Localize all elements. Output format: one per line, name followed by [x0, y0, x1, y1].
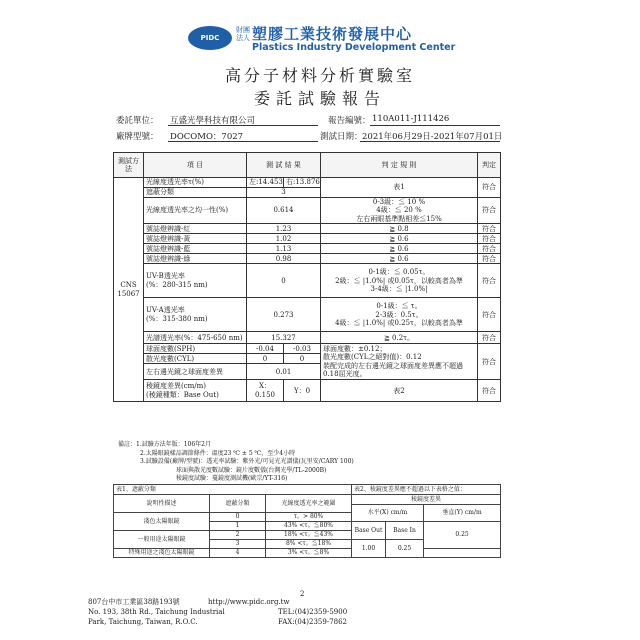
page-number: 2 [300, 590, 305, 598]
verdict-cell: 符合 [478, 244, 501, 254]
vertical-value: 0.25 [424, 522, 501, 549]
note-line: 3.試驗設備(廠牌/型號)：透光率試驗：紫外光/可見光光譜儀(瓦里安/CARY 100) [140, 458, 354, 465]
rule-cell [321, 198, 478, 224]
note-line: 備註：1.試驗方法年版：106年2月 [118, 441, 211, 448]
result-cell: 0.273 [247, 298, 321, 332]
table-row-item: 光線度透光率τ(%) [144, 178, 247, 188]
footer [88, 597, 347, 627]
rule-line: 左右兩眼基準點相差≦15% [356, 214, 442, 223]
table-row-item: 散光度數(CYL) [144, 354, 247, 364]
client-label: 委託單位： [116, 116, 159, 126]
table-row-item [144, 380, 247, 402]
classification-table [113, 484, 501, 558]
result-right: -0.03 [284, 344, 321, 354]
range-value: 3% <τ。≦8% [266, 549, 352, 558]
result-cell: 1.23 [247, 224, 321, 234]
rule-line: 球面度數：±0.12； [323, 344, 387, 353]
client-value: 互盛光學科技有限公司 [170, 116, 256, 126]
rule-cell: ≧ 0.6 [321, 244, 478, 254]
result-cell: 0 [247, 264, 321, 298]
desc-general: 一般用途太陽眼鏡 [114, 531, 210, 549]
rule-cell: ≧ 0.6 [321, 254, 478, 264]
header-verdict: 判定 [478, 153, 501, 178]
verdict-cell: 符合 [478, 344, 501, 380]
desc-light: 淺色太陽眼鏡 [114, 513, 210, 531]
rule-line: 4級：≦ |1.0%| 或0.25τ，以較高者為準 [335, 318, 463, 327]
rule-line: 3-4級：≦ |1.0%| [370, 284, 428, 293]
test-date-label: 測試日期： [320, 132, 363, 142]
footer-address-cn: 807台中市工業區38路193號 [88, 598, 180, 606]
col-vertical: 垂直(Y) cm/m [424, 505, 501, 522]
range-value: 8% <τ。≦18% [266, 540, 352, 549]
result-cell: 3 [247, 188, 321, 198]
note-line: 2.太陽眼鏡樣品調節條件：溫度23 ℃ ± 5 ℃，至少4小時 [140, 449, 296, 457]
method-cell: CNS 15067 [114, 178, 144, 402]
result-cell: 1.13 [247, 244, 321, 254]
rule-line: 2-3級：0.5τ。 [375, 310, 423, 319]
table-row-item: 左右邊光鏡之球面度差異 [144, 364, 247, 380]
item-line: 稜鏡度差異(cm/m) [146, 382, 207, 391]
verdict-cell: 符合 [478, 224, 501, 234]
result-right: Y：0 [284, 380, 321, 402]
pidc-logo [188, 22, 456, 58]
base-in-value: 0.25 [386, 540, 424, 558]
table-row-item: 號誌燈辨識-黃 [144, 234, 247, 244]
table1-title: 表1、遮蔽分類 [114, 485, 352, 495]
footer-tel: TEL:(04)2359-5900 [278, 608, 348, 616]
model-label: 廠牌型號： [116, 132, 159, 142]
rule-line: 0-3級：≦ 10 % [372, 198, 426, 206]
table-row-item [144, 298, 247, 332]
table-row-item: 號誌燈辨識-紅 [144, 224, 247, 234]
range-value: 43% <τ。≦80% [266, 522, 352, 531]
rule-line: 2級：≦ |1.0%| 或0.05τ，以較高者為準 [335, 276, 463, 285]
item-line: UV-A透光率 [146, 306, 185, 315]
verdict-cell: 符合 [478, 198, 501, 224]
result-cell: 0.614 [247, 198, 321, 224]
header-method: 測試方法 [114, 153, 144, 178]
logo-foundation-label: 財團法人 [236, 26, 250, 42]
class-value: 0 [210, 513, 266, 522]
verdict-cell: 符合 [478, 380, 501, 402]
verdict-cell: 符合 [478, 264, 501, 298]
model-value: DOCOMO：7027 [170, 132, 244, 142]
report-no-value: 110A011-J111426 [372, 114, 450, 124]
result-right: 右:13.876 [284, 178, 321, 188]
footer-address-en: No. 193, 38th Rd., Taichung Industrial [88, 608, 225, 616]
col-range: 光線度透光率之範圍 [266, 495, 352, 513]
rule-line: 裝配完成的左右邊光鏡之球面度差異應不超過 [323, 361, 463, 370]
result-cell: 15.327 [247, 332, 321, 344]
range-value: 18% <τ。≦43% [266, 531, 352, 540]
rule-line: 0-1級：≦ 0.05τ。 [368, 268, 430, 277]
logo-emblem: PIDC [188, 26, 232, 50]
class-value: 3 [210, 540, 266, 549]
report-no-label: 報告編號： [328, 116, 371, 126]
note-line: 球面與散光度數試驗：鏡片度數儀(台灣光學/TL-2000B) [176, 466, 327, 474]
result-left: X：0.150 [247, 380, 284, 402]
header-result: 測 試 結 果 [247, 153, 321, 178]
col-prism: 稜鏡度差異 [352, 495, 501, 505]
rule-cell: 表1 [321, 178, 478, 198]
rule-cell: ≧ 0.8 [321, 224, 478, 234]
item-line: (稜鏡種類：Base Out) [146, 390, 219, 399]
rule-cell: ≧ 0.6 [321, 234, 478, 244]
class-value: 1 [210, 522, 266, 531]
result-left: -0.04 [247, 344, 284, 354]
result-cell: 0.01 [247, 364, 321, 380]
table-row-item: 光線度透光率之均一性(%) [144, 198, 247, 224]
header-item: 項 目 [144, 153, 247, 178]
verdict-cell: 符合 [478, 178, 501, 198]
verdict-cell: 符合 [478, 298, 501, 332]
result-right: 0 [284, 354, 321, 364]
logo-english-name: Plastics Industry Development Center [252, 42, 456, 53]
results-table [113, 152, 501, 402]
verdict-cell: 符合 [478, 332, 501, 344]
base-out-value: 1.00 [352, 540, 386, 558]
class-value: 2 [210, 531, 266, 540]
logo-chinese-name: 塑膠工業技術發展中心 [252, 25, 413, 43]
rule-line: 4級：≦ 20 % [376, 206, 422, 215]
vertical-blank [424, 549, 501, 558]
result-left: 左:14.453 [247, 178, 284, 188]
col-desc: 說明性描述 [114, 495, 210, 513]
footer-website-link[interactable]: http://www.pidc.org.tw [208, 598, 290, 606]
table-row-item: 球面度數(SPH) [144, 344, 247, 354]
test-date-value: 2021年06月29日-2021年07月01日 [362, 132, 503, 142]
table-row-item [144, 264, 247, 298]
base-in-label: Base In [386, 522, 424, 540]
header-rule: 判 定 規 則 [321, 153, 478, 178]
table-row-item: 光譜透光率(%：475-650 nm) [144, 332, 247, 344]
result-left: 0 [247, 354, 284, 364]
rule-cell [321, 344, 478, 380]
item-line: UV-B透光率 [146, 272, 185, 281]
base-out-label: Base Out [352, 522, 386, 540]
rule-line: 0.18屈光度。 [323, 370, 367, 379]
rule-line: 0-1級：≦ τ。 [376, 302, 422, 311]
footer-address-en-2: Park, Taichung, Taiwan, R.O.C. [88, 618, 198, 626]
rule-cell [321, 264, 478, 298]
table2-title: 表2、稜鏡度差異應不超過以下表格之值： [352, 485, 501, 495]
item-line: (%：315-380 nm) [146, 314, 208, 323]
rule-line: 散光度數(CYL之絕對值)：0.12 [323, 353, 422, 362]
note-line: 稜鏡度試驗：蔓鏡度測試機(歐宗/YT-316) [176, 475, 288, 482]
range-value: τ。> 80% [266, 513, 352, 522]
report-title: 委託試驗報告 [253, 89, 386, 108]
lab-title: 高分子材料分析實驗室 [224, 66, 415, 85]
result-cell: 1.02 [247, 234, 321, 244]
desc-special: 特殊用途之淺色太陽眼鏡 [114, 549, 210, 558]
notes-block [118, 441, 498, 484]
rule-cell [321, 298, 478, 332]
table-row-item: 遮蔽分類 [144, 188, 247, 198]
result-cell: 0.98 [247, 254, 321, 264]
rule-cell: ≧ 0.2τ。 [321, 332, 478, 344]
col-horizontal: 水平(X) cm/m [352, 505, 424, 522]
footer-fax: FAX:(04)2359-7862 [278, 618, 348, 626]
verdict-cell: 符合 [478, 254, 501, 264]
item-line: (%：280-315 nm) [146, 280, 208, 289]
col-class: 遮蔽分類 [210, 495, 266, 513]
table-row-item: 號誌燈辨識-綠 [144, 254, 247, 264]
class-value: 4 [210, 549, 266, 558]
verdict-cell: 符合 [478, 234, 501, 244]
rule-cell: 表2 [321, 380, 478, 402]
table-row-item: 號誌燈辨識-藍 [144, 244, 247, 254]
